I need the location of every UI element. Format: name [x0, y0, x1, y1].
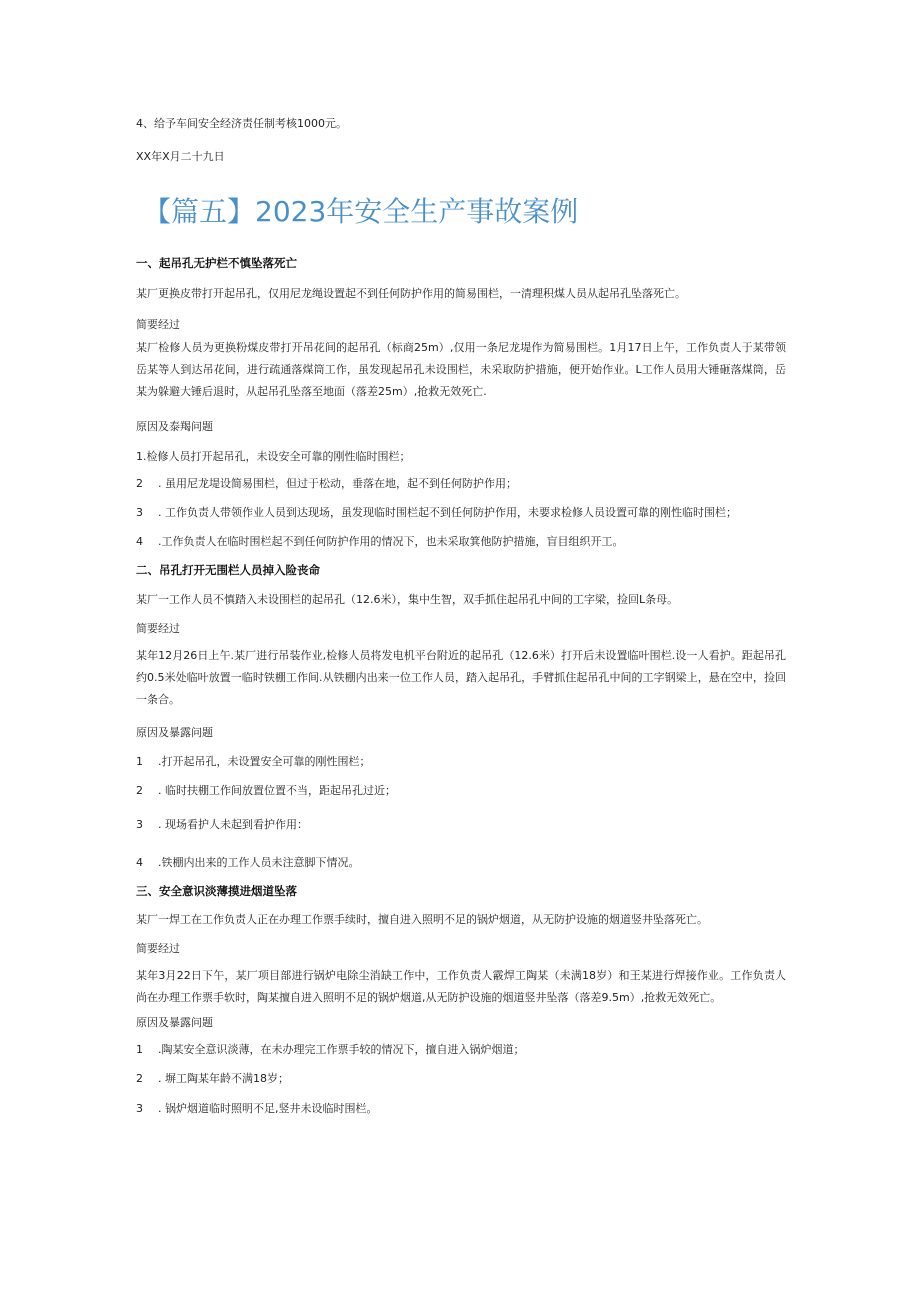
- list-item-number: 3: [136, 818, 143, 831]
- list-item: [136, 477, 517, 491]
- list-item-number: 1: [136, 1043, 143, 1056]
- list-item-text: 检修人员打开起吊孔，未设安全可靠的刚性临时围栏；: [146, 450, 411, 463]
- list-item-text: .铁棚内出来的工作人员未注意脚下情况。: [158, 856, 360, 869]
- case-summary: 某厂一工作人员不慎踏入未设围栏的起吊孔（12.6米），集中生智，双手抓住起吊孔中间的工字梁，捡回L条母。: [136, 593, 679, 606]
- brief-paragraph: 某年3月22日下午，某厂项目部进行锅炉电除尘消缺工作中，工作负责人霰焊工陶某（未满18岁）和王某进行焊接作业。工作负责人尚在办理工作票手软时，陶某擅自进入照明不足的锅炉烟道,从无防护设施的烟道竖井坠落（落差9.5m）,抢救无效死亡。: [136, 969, 786, 1004]
- brief-label: 简要经过: [136, 622, 180, 635]
- list-item-text: . 工作负责人带领作业人员到达现场，虽发现临时围栏起不到任何防护作用，未要求检修人员设置可靠的刚性临时围栏；: [158, 506, 737, 519]
- date-line: XX年X月二十九日: [136, 150, 225, 163]
- brief-label: 简要经过: [136, 318, 180, 331]
- list-item-text: .打开起吊孔，未设置安全可靠的刚性围栏；: [158, 755, 371, 768]
- case-summary: 某厂更换皮带打开起吊孔，仅用尼龙绳设置起不到任何防护作用的简易围栏，一清理积煤人员从起吊孔坠落死亡。: [136, 287, 686, 300]
- list-item-number: 3: [136, 506, 143, 519]
- list-item: [136, 856, 360, 870]
- case-heading: 一、起吊孔无护栏不慎坠落死亡: [136, 256, 297, 270]
- list-item-text: .陶某安全意识淡薄，在未办理完工作票手较的情况下，擅自进入锅炉烟道；: [158, 1043, 525, 1056]
- list-item-text: .工作负责人在临时围栏起不到任何防护作用的情况下，也未采取箕他防护措施，盲目组织开工。: [158, 535, 624, 548]
- list-item-number: 1.: [136, 450, 147, 463]
- cause-label: 原因及泰羯问题: [136, 420, 213, 433]
- case-summary: 某厂一焊工在工作负责人正在办理工作票手续时，擅自进入照明不足的锅炉烟道，从无防护设施的烟道竖井坠落死亡。: [136, 913, 708, 926]
- list-item-number: 3: [136, 1102, 143, 1115]
- list-item: [136, 1072, 289, 1086]
- cause-label: 原因及暴露问题: [136, 726, 213, 739]
- list-item: [136, 755, 371, 769]
- list-item: [136, 1102, 378, 1116]
- list-item: [136, 818, 308, 832]
- list-item-number: 4: [136, 535, 143, 548]
- list-item-number: 1: [136, 755, 143, 768]
- list-item-number: 2: [136, 784, 143, 797]
- brief-label: 简要经过: [136, 942, 180, 955]
- list-item: [136, 450, 411, 464]
- text-line: 4、给予车间安全经济责任制考核1000元。: [136, 117, 347, 130]
- list-item-text: . 现场看护人未起到看护作用：: [158, 818, 308, 831]
- brief-paragraph: 某年12月26日上午.某厂进行吊装作业,检修人员将发电机平台附近的起吊孔（12.6米）打开后未设置临叶围栏.设一人看护。距起吊孔约0.5米处临叶放置一临时铁棚工作间.从铁棚内出来一位工作人员，踏入起吊孔，手臂抓住起吊孔中间的工字钢梁上，悬在空中，捡回一条合。: [136, 649, 786, 706]
- list-item: [136, 1043, 525, 1057]
- case-heading: 二、吊孔打开无围栏人员掉入险丧命: [136, 563, 320, 577]
- list-item-text: . 临时扶棚工作间放置位置不当，距起吊孔过近；: [158, 784, 396, 797]
- list-item-text: . 塀工陶某年龄不满18岁；: [158, 1072, 289, 1085]
- list-item: [136, 535, 624, 549]
- list-item-text: . 锅炉烟道临时照明不足,竖井未设临时围栏。: [158, 1102, 378, 1115]
- section-title: 【篇五】2023年安全生产事故案例: [143, 195, 579, 228]
- list-item-text: . 虽用尼龙堤设简易围栏，但过于松动，垂落在地，起不到任何防护作用；: [158, 477, 517, 490]
- list-item-number: 2: [136, 477, 143, 490]
- cause-label: 原因及暴露问题: [136, 1016, 213, 1029]
- list-item-number: 4: [136, 856, 143, 869]
- list-item: [136, 784, 396, 798]
- brief-paragraph: 某厂检修人员为更换粉煤皮带打开吊花间的起吊孔（标商25m）,仅用一条尼龙堤作为简易围栏。1月17日上午，工作负责人于某带领岳某等人到达吊花间，进行疏通落煤筒工作，虽发现起吊孔未设围栏，未采取防护措施，便开始作业。L工作人员用大锤砸落煤筒，岳某为躲避大锤后退时，从起吊孔坠落至地面（落差25m）,抢救无效死亡.: [136, 341, 786, 398]
- list-item-number: 2: [136, 1072, 143, 1085]
- case-heading: 三、安全意识淡薄摸进烟道坠落: [136, 884, 297, 898]
- list-item: [136, 506, 737, 520]
